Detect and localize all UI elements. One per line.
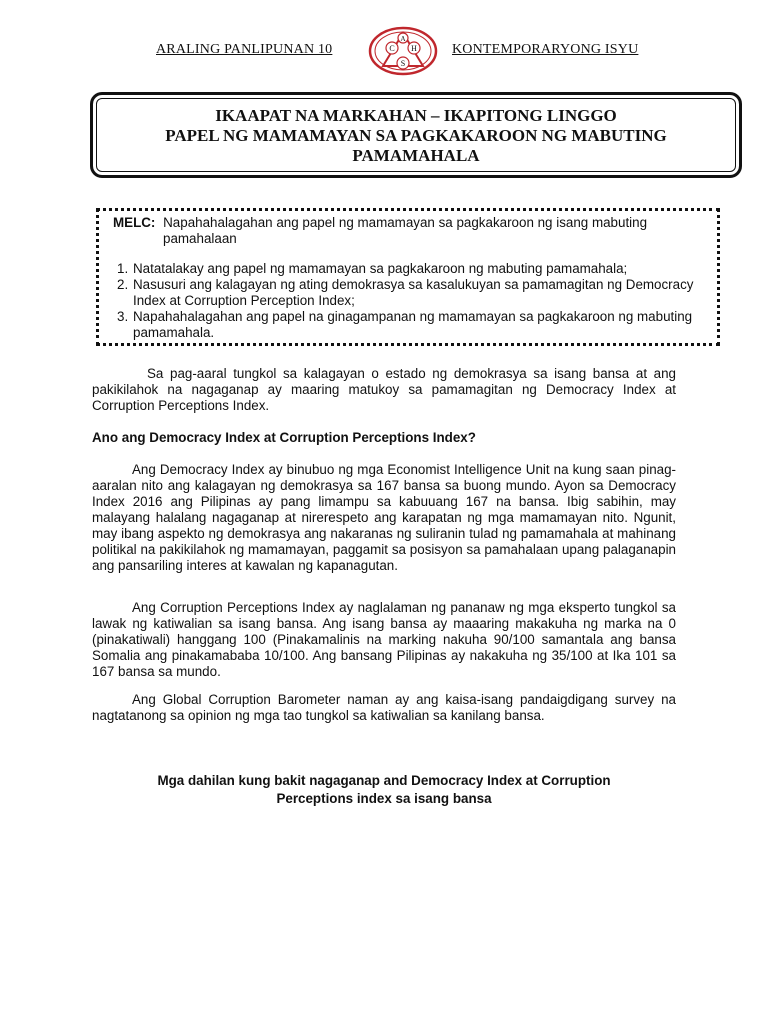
section-heading: Ano ang Democracy Index at Corruption Perceptions Index?: [92, 430, 476, 445]
quarter-week-title: IKAAPAT NA MARKAHAN – IKAPITONG LINGGO: [215, 106, 617, 125]
objective-number: 3.: [117, 309, 129, 324]
intro-paragraph: Sa pag-aaral tungkol sa kalagayan o estado ng demokrasya sa isang bansa at ang pakikilahok na nagaganap ay maaring matukoy sa pamamagitan ng Democracy Index at Corruption Perceptions Index.: [92, 366, 676, 413]
objective-item: [117, 277, 707, 309]
objective-number: 2.: [117, 277, 129, 292]
closing-heading: [92, 772, 676, 808]
logo-letter-h: H: [411, 44, 417, 53]
barometer-paragraph: Ang Global Corruption Barometer naman ay ang kaisa-isang pandaigdigang survey na nagtatanong sa opinion ng mga tao tungkol sa katiwalian sa kanilang bansa.: [92, 692, 676, 723]
school-logo: [368, 26, 438, 76]
democracy-index-paragraph: Ang Democracy Index ay binubuo ng mga Economist Intelligence Unit na kung saan pinag-aaralan nito ang kalagayan ng demokrasya sa 167 bansa sa buong mundo. Ayon sa Democracy Index 2016 ang Pilipinas ay pang limampu sa kabuuang 167 na bansa. Ibig sabihin, may malayang halalang nagaganap at nirerespeto ang karapatan ng mga mamamayan nito. Ngunit, may ibang aspekto ng demokrasya ang nakaranas ng suliranin tulad ng pamamahala at mahinang politikal na pakikilahok ng mamamayan, paggamit sa posisyon sa pamahalaan upang palaganapin ang pansariling interes at kawalan ng kapanagutan.: [92, 462, 676, 573]
closing-heading-line1: Mga dahilan kung bakit nagaganap and Democracy Index at Corruption: [157, 773, 611, 788]
melc-text-continued: pamahalaan: [163, 231, 237, 246]
title-box: [90, 92, 742, 178]
lesson-title-line2: PAMAMAHALA: [352, 146, 480, 165]
closing-heading-line2: Perceptions index sa isang bansa: [276, 791, 492, 806]
topic-label: KONTEMPORARYONG ISYU: [452, 42, 639, 57]
melc-statement: [99, 215, 699, 231]
objective-item: [117, 261, 707, 277]
objectives-list: [117, 261, 707, 341]
objective-item: [117, 309, 707, 341]
lesson-title-line1: PAPEL NG MAMAMAYAN SA PAGKAKAROON NG MABUTING: [165, 126, 667, 145]
melc-box: [96, 208, 720, 346]
corruption-index-paragraph: Ang Corruption Perceptions Index ay naglalaman ng pananaw ng mga eksperto tungkol sa lawak ng katiwalian sa isang bansa. Ang isang bansa ay maaaring makakuha ng marka na 0 (pinakatiwali) hanggang 100 (Pinakamalinis na marking nakuha 90/100 samantala ang bansa Somalia ang pinakamababa 10/100. Ang bansang Pilipinas ay nakakuha ng 35/100 at Ika 101 sa 167 bansa sa mundo.: [92, 600, 676, 679]
melc-label: MELC:: [113, 215, 156, 230]
subject-label: ARALING PANLIPUNAN 10: [156, 42, 333, 57]
logo-letter-c: C: [389, 44, 395, 53]
objective-text: Napahahalagahan ang papel na ginagampanan ng mamamayan sa pagkakaroon ng mabuting pamamahala.: [133, 309, 693, 340]
objective-text: Nasusuri ang kalagayan ng ating demokrasya sa kasalukuyan sa pamamagitan ng Democracy Index at Corruption Perception Index;: [133, 277, 694, 308]
melc-text: Napahahalagahan ang papel ng mamamayan sa pagkakaroon ng isang mabuting: [163, 215, 648, 230]
objective-text: Natatalakay ang papel ng mamamayan sa pagkakaroon ng mabuting pamamahala;: [133, 261, 628, 276]
logo-letter-a: A: [400, 35, 406, 43]
page-header: [150, 26, 670, 76]
logo-letter-s: S: [400, 59, 406, 68]
objective-number: 1.: [117, 261, 129, 276]
